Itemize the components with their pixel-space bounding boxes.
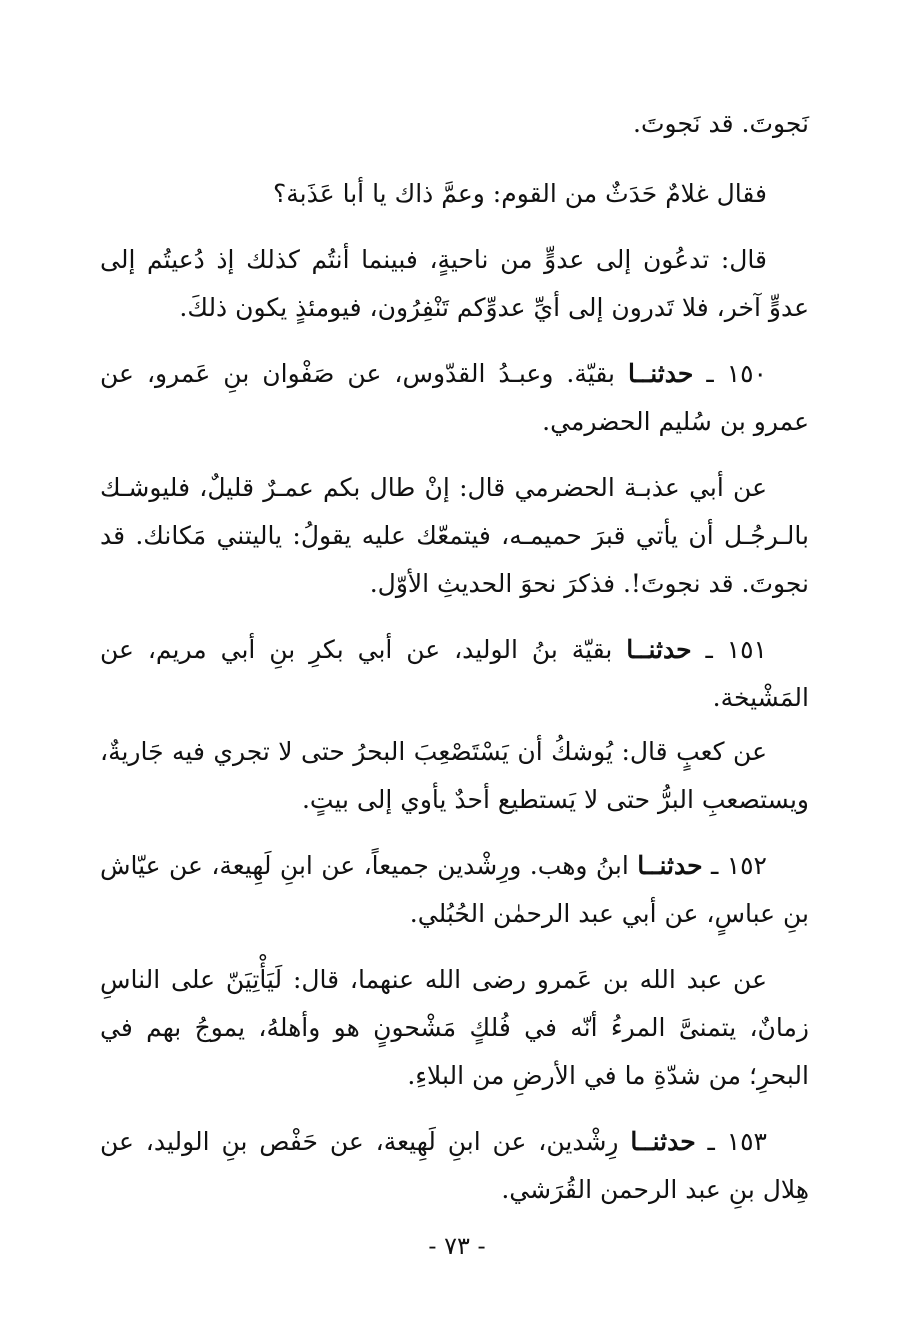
hadith-entry bbox=[100, 842, 809, 938]
hadith-number: ١٥٢ ـ bbox=[710, 851, 767, 880]
hadith-number: ١٥١ ـ bbox=[705, 635, 767, 664]
page-number: - ٧٣ - bbox=[428, 1232, 486, 1260]
paragraph-text: رِشْدين، عن ابنِ لَهِيعة، عن حَفْص بنِ الوليد، عن هِلال بنِ عبد الرحمن القُرَشي. bbox=[100, 1127, 809, 1204]
paragraph-text: قال: تدعُون إلى عدوٍّ من ناحيةٍ، فبينما أنتُم كذلك إذ دُعيتُم إلى عدوٍّ آخر، فلا تَدرون إلى أيِّ عدوِّكم تَنْفِرُون، فيومئذٍ يكون ذلكَ. bbox=[100, 245, 809, 322]
hadith-entry bbox=[100, 350, 809, 446]
paragraph bbox=[100, 956, 809, 1100]
paragraph-text: نَجوتَ. قد نَجوتَ. bbox=[633, 109, 809, 138]
hadith-keyword: حدثنــا bbox=[637, 851, 703, 880]
hadith-keyword: حدثنــا bbox=[630, 1127, 696, 1156]
paragraph-text: عن عبد الله بن عَمرو رضى الله عنهما، قال: لَيَأْتِيَنّ على الناسِ زمانٌ، يتمنىَّ المرءُ أنّه في فُلكٍ مَشْحونٍ هو وأهلهُ، يموجُ بهم في البحرِ؛ من شدّةِ ما في الأرضِ من البلاءِ. bbox=[100, 965, 809, 1090]
paragraph-text: فقال غلامٌ حَدَثٌ من القوم: وعمَّ ذاك يا أبا عَذَبة؟ bbox=[272, 179, 767, 208]
hadith-keyword: حدثنــا bbox=[626, 635, 692, 664]
body-text bbox=[100, 100, 809, 1214]
hadith-keyword: حدثنــا bbox=[627, 359, 694, 388]
paragraph-text: ابنُ وهب. ورِشْدين جميعاً، عن ابنِ لَهِيعة، عن عيّاش بنِ عباسٍ، عن أبي عبد الرحمٰن الحُبُلي. bbox=[100, 851, 809, 928]
paragraph bbox=[100, 170, 809, 218]
paragraph bbox=[100, 100, 809, 148]
hadith-number: ١٥٣ ـ bbox=[707, 1127, 767, 1156]
paragraph-text: عن أبي عذبـة الحضرمي قال: إنْ طال بكم عمـرٌ قليلٌ، فليوشـك بالـرجُـل أن يأتي قبرَ حميمـه، فيتمعّك عليه يقولُ: ياليتني مَكانك. قد نجوتَ. قد نجوتَ!. فذكرَ نحوَ الحديثِ الأوّل. bbox=[100, 473, 809, 598]
paragraph bbox=[100, 728, 809, 824]
paragraph-text: عن كعبٍ قال: يُوشكُ أن يَسْتَصْعِبَ البحرُ حتى لا تجري فيه جَاريةٌ، ويستصعبِ البرُّ حتى لا يَستطيع أحدٌ يأوي إلى بيتٍ. bbox=[100, 737, 809, 814]
paragraph bbox=[100, 236, 809, 332]
paragraph bbox=[100, 464, 809, 608]
hadith-number: ١٥٠ ـ bbox=[706, 359, 767, 388]
paragraph-text: بقيّة. وعبـدُ القدّوس، عن صَفْوان بنِ عَمرو، عن عمرو بن سُليم الحضرمي. bbox=[100, 359, 809, 436]
hadith-entry bbox=[100, 1118, 809, 1214]
paragraph-text: بقيّة بنُ الوليد، عن أبي بكرِ بنِ أبي مريم، عن المَشْيخة. bbox=[100, 635, 809, 712]
hadith-entry bbox=[100, 626, 809, 722]
